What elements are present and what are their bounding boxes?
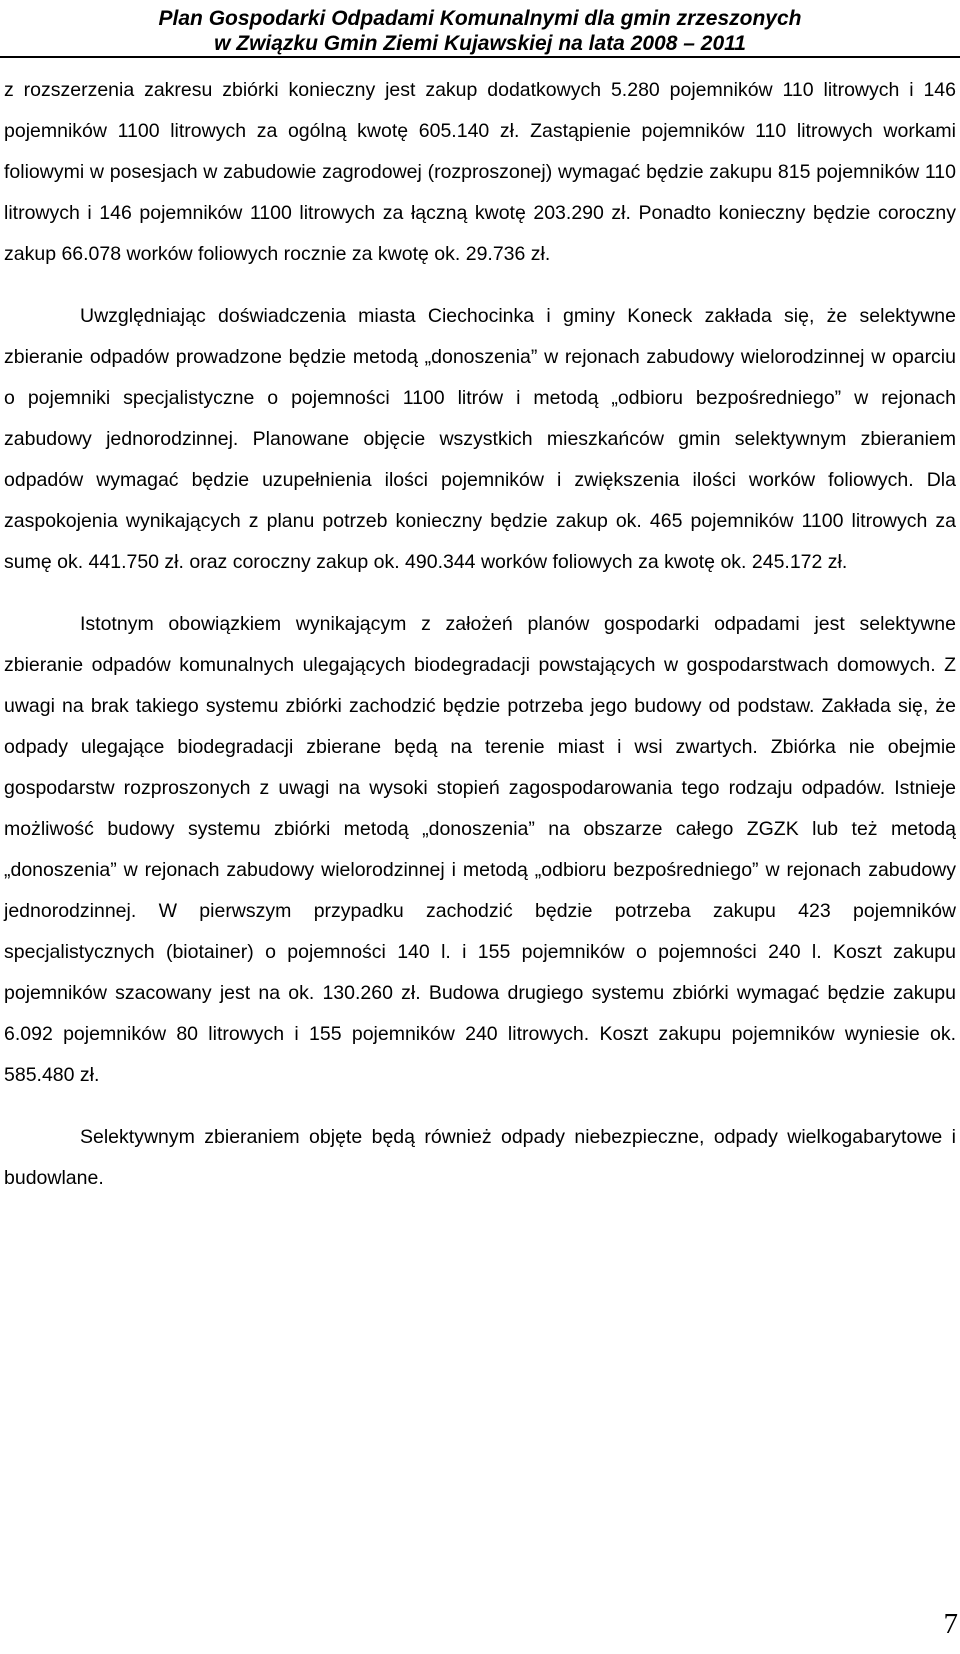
paragraph-hazardous-waste: Selektywnym zbieraniem objęte będą również odpady niebezpieczne, odpady wielkogabarytowe i budowlane. xyxy=(4,1126,956,1189)
running-header xyxy=(0,6,960,56)
paragraph-container-costs: z rozszerzenia zakresu zbiórki konieczny jest zakup dodatkowych 5.280 pojemników 110 litrowych i 146 pojemników 1100 litrowych za ogólną kwotę 605.140 zł. Zastąpienie pojemników 110 litrowych workami foliowymi w posesjach w zabudowie zagrodowej (rozproszonej) wymagać będzie zakupu 815 pojemników 110 litrowych i 146 pojemników 1100 litrowych za łączną kwotę 203.290 zł. Ponadto konieczny będzie coroczny zakup 66.078 worków foliowych rocznie za kwotę ok. 29.736 zł. xyxy=(4,79,956,265)
paragraph-gap xyxy=(4,1096,956,1117)
paragraph-gap xyxy=(4,275,956,296)
document-body xyxy=(4,70,956,1199)
paragraph-biodegradable-waste: Istotnym obowiązkiem wynikającym z założeń planów gospodarki odpadami jest selektywne zbieranie odpadów komunalnych ulegających biodegradacji powstających w gospodarstwach domowych. Z uwagi na brak takiego systemu zbiórki zachodzić będzie potrzeba jego budowy od podstaw. Zakłada się, że odpady ulegające biodegradacji zbierane będą na terenie miast i wsi zwartych. Zbiórka nie obejmie gospodarstw rozproszonych z uwagi na wysoki stopień zagospodarowania tego rodzaju odpadów. Istnieje możliwość budowy systemu zbiórki metodą „donoszenia” na obszarze całego ZGZK lub też metodą „donoszenia” w rejonach zabudowy wielorodzinnej i metodą „odbioru bezpośredniego” w rejonach zabudowy jednorodzinnej. W pierwszym przypadku zachodzić będzie potrzeba zakupu 423 pojemników specjalistycznych (biotainer) o pojemności 140 l. i 155 pojemników o pojemności 240 l. Koszt zakupu pojemników szacowany jest na ok. 130.260 zł. Budowa drugiego systemu zbiórki wymagać będzie zakupu 6.092 pojemników 80 litrowych i 155 pojemników 240 litrowych. Koszt zakupu pojemników wyniesie ok. 585.480 zł. xyxy=(4,613,956,1086)
header-title-line-1: Plan Gospodarki Odpadami Komunalnymi dla gmin zrzeszonych xyxy=(158,7,802,30)
paragraph-selective-collection: Uwzględniając doświadczenia miasta Ciechocinka i gminy Koneck zakłada się, że selektywne zbieranie odpadów prowadzone będzie metodą „donoszenia” w rejonach zabudowy wielorodzinnej w oparciu o pojemniki specjalistyczne o pojemności 1100 litrów i metodą „odbioru bezpośredniego” w rejonach zabudowy jednorodzinnej. Planowane objęcie wszystkich mieszkańców gmin selektywnym zbieraniem odpadów wymagać będzie uzupełnienia ilości pojemników i zwiększenia ilości worków foliowych. Dla zaspokojenia wynikających z planu potrzeb konieczny będzie zakup ok. 465 pojemników 1100 litrowych za sumę ok. 441.750 zł. oraz coroczny zakup ok. 490.344 worków foliowych za kwotę ok. 245.172 zł. xyxy=(4,305,956,573)
header-title-line-2: w Związku Gmin Ziemi Kujawskiej na lata 2008 – 2011 xyxy=(214,32,746,55)
paragraph-gap xyxy=(4,583,956,604)
header-divider xyxy=(0,56,960,58)
page-number: 7 xyxy=(943,1608,958,1640)
